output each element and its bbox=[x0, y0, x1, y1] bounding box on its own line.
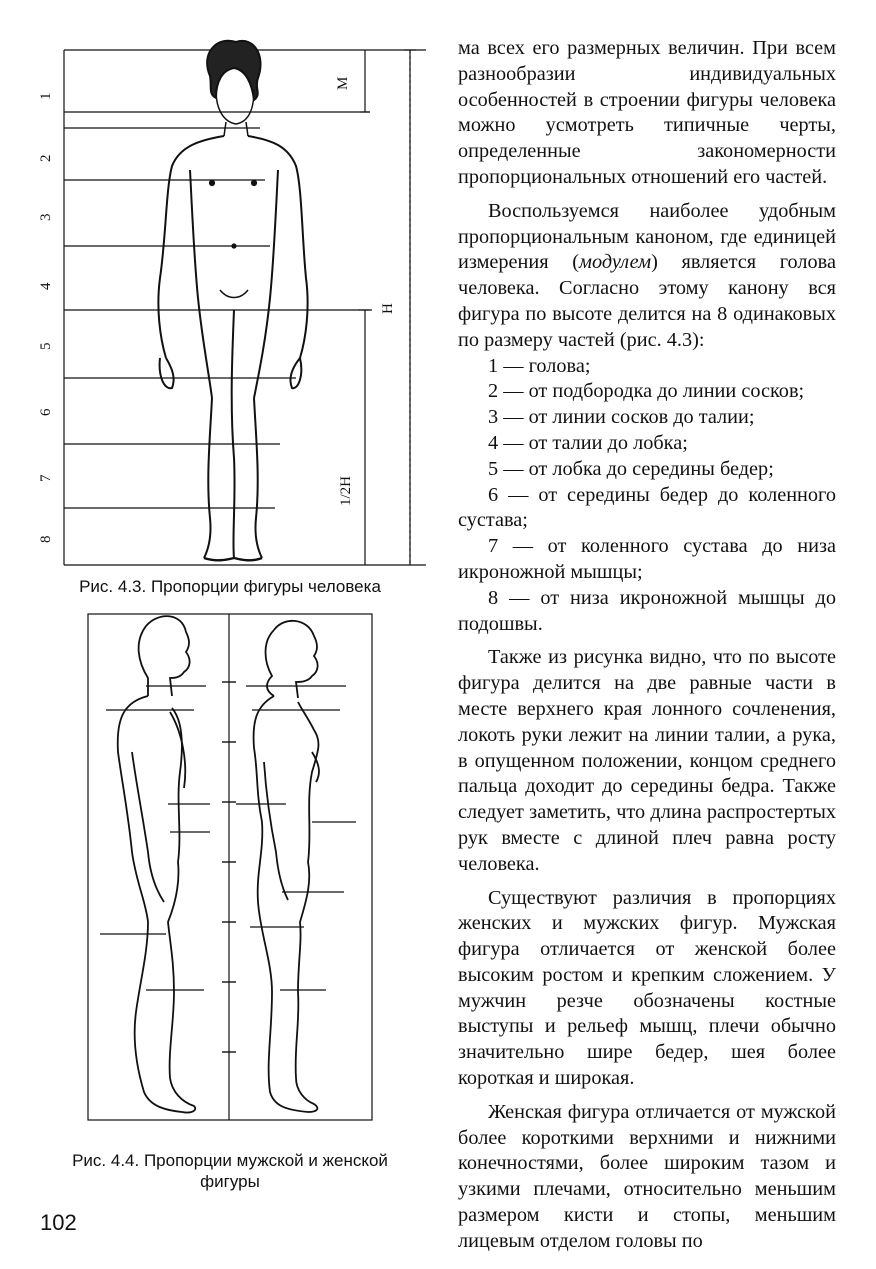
label-half-h: 1/2H bbox=[338, 476, 354, 506]
list-item-5: 5 — от лобка до середины бедер; bbox=[488, 457, 774, 480]
figure-4-4-caption-line-1: Рис. 4.4. Пропорции мужской и женской bbox=[72, 1151, 388, 1170]
segment-label-4: 4 bbox=[38, 282, 54, 290]
figure-4-4-caption-line-2: фигуры bbox=[200, 1172, 260, 1191]
paragraph-3: Также из рисунка видно, что по высоте фигура делится на две равные части в месте верхнего края лонного сочленения, локоть руки лежит на линии талии, а рука, в опущенном положении, концом среднего пальца доходит до середины бедра. Также следует заметить, что длина распростертых рук вместе с длиной плеч равна росту человека. bbox=[458, 646, 836, 875]
figure-4-3 bbox=[40, 38, 430, 573]
segment-label-2: 2 bbox=[38, 154, 54, 162]
paragraph-2-emphasis: модулем bbox=[579, 251, 652, 274]
page-number: 102 bbox=[40, 1210, 77, 1235]
segment-label-6: 6 bbox=[38, 408, 54, 416]
segment-label-5: 5 bbox=[38, 342, 54, 350]
paragraph-1: ма всех его размерных величин. При всем разнообразии индивидуальных особенностей в строении фигуры человека можно усмотреть типичные черты, определенные закономерности пропорциональных отношений его частей. bbox=[458, 37, 836, 188]
paragraph-2-after: ) является голова человека. Согласно этому канону вся фигура по высоте делится на 8 одинаковых по размеру частей (рис. 4.3): bbox=[458, 251, 836, 351]
list-item-3: 3 — от линии сосков до талии; bbox=[488, 406, 755, 429]
figure-4-4 bbox=[86, 612, 376, 1132]
list-item-8: 8 — от низа икроножной мышцы до подошвы. bbox=[458, 586, 836, 635]
segment-label-3: 3 bbox=[38, 213, 54, 221]
list-item-7: 7 — от коленного сустава до низа икроножной мышцы; bbox=[458, 535, 836, 583]
list-item-1: 1 — голова; bbox=[488, 354, 591, 377]
paragraph-5: Женская фигура отличается от мужской более короткими верхними и нижними конечностями, более широким тазом и узкими плечами, относительно меньшим размером кисти и стопы, меньшим лицевым отделом головы по bbox=[458, 1100, 836, 1252]
body-text-column bbox=[458, 36, 836, 1255]
figure-4-3-caption: Рис. 4.3. Пропорции фигуры человека bbox=[79, 577, 381, 596]
paragraph-2 bbox=[458, 199, 836, 354]
list-item-6: 6 — от середины бедер до коленного сустава; bbox=[458, 483, 836, 532]
figure-4-4-caption bbox=[40, 1150, 420, 1192]
segment-label-1: 1 bbox=[38, 92, 54, 100]
label-m: M bbox=[335, 76, 351, 90]
segment-label-7: 7 bbox=[38, 474, 54, 482]
list-item-4: 4 — от талии до лобка; bbox=[488, 431, 688, 454]
paragraph-4: Существуют различия в пропорциях женских и мужских фигур. Мужская фигура отличается от женской более высоким ростом и крепким сложением. У мужчин резче обозначены костные выступы и рельеф мышц, плечи обычно значительно шире бедер, шея более короткая и широкая. bbox=[458, 886, 836, 1090]
paragraph-2-before: Воспользуемся наиболее удобным пропорциональным каноном, где единицей измерения ( bbox=[458, 199, 836, 274]
label-h: H bbox=[380, 303, 396, 314]
list-item-2: 2 — от подбородка до линии сосков; bbox=[488, 380, 805, 403]
segment-label-8: 8 bbox=[38, 535, 54, 543]
